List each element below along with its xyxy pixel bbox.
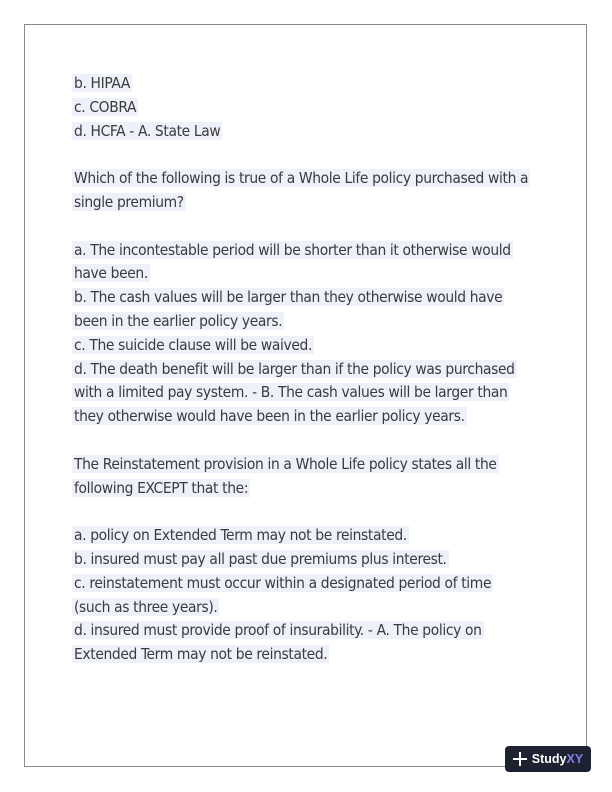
studyxy-badge[interactable] [505, 746, 591, 772]
answer-option-b: b. The cash values will be larger than they otherwise would have [74, 288, 503, 307]
text-line [72, 477, 542, 501]
question-text: Which of the following is true of a Whole Life policy purchased with a [74, 169, 529, 188]
paragraph-gap [72, 215, 542, 239]
text-line [72, 286, 542, 310]
answer-option-a: have been. [74, 264, 148, 283]
text-line [72, 120, 542, 144]
question-text: single premium? [74, 192, 184, 211]
text-line [72, 619, 542, 643]
plus-icon [513, 752, 527, 766]
answer-option-b: b. insured must pay all past due premiums plus interest. [74, 549, 447, 568]
paragraph-gap [72, 500, 542, 524]
text-line [72, 643, 542, 667]
answer-option-c: c. COBRA [74, 97, 137, 116]
text-line [72, 262, 542, 286]
text-line [72, 167, 542, 191]
question-text: following EXCEPT that the: [74, 478, 249, 497]
question-text: The Reinstatement provision in a Whole Life policy states all the [74, 454, 497, 473]
text-line [72, 358, 542, 382]
answer-text: they otherwise would have been in the earlier policy years. [74, 407, 465, 426]
answer-option-c: c. The suicide clause will be waived. [74, 335, 313, 354]
answer-option-d-with-answer: d. insured must provide proof of insurability. - A. The policy on [74, 621, 482, 640]
answer-option-c: (such as three years). [74, 597, 218, 616]
answer-option-d: d. The death benefit will be larger than if the policy was purchased [74, 359, 515, 378]
text-line [72, 405, 542, 429]
answer-option-c: c. reinstatement must occur within a designated period of time [74, 573, 492, 592]
answer-option-d-with-answer: d. HCFA - A. State Law [74, 121, 221, 140]
text-line [72, 453, 542, 477]
text-line [72, 191, 542, 215]
answer-text: Extended Term may not be reinstated. [74, 645, 328, 664]
text-line [72, 572, 542, 596]
text-line [72, 548, 542, 572]
answer-option-b: been in the earlier policy years. [74, 311, 283, 330]
text-line [72, 239, 542, 263]
document-body [72, 72, 542, 667]
paragraph-gap [72, 429, 542, 453]
answer-option-a: a. policy on Extended Term may not be reinstated. [74, 526, 407, 545]
text-line [72, 524, 542, 548]
text-line [72, 96, 542, 120]
brand-name [532, 752, 583, 766]
answer-option-b: b. HIPAA [74, 74, 131, 92]
brand-accent-text: XY [566, 752, 584, 766]
text-line [72, 596, 542, 620]
text-line [72, 381, 542, 405]
text-line [72, 334, 542, 358]
answer-option-a: a. The incontestable period will be shorter than it otherwise would [74, 240, 511, 259]
brand-main-text: Study [531, 752, 567, 766]
text-line [72, 310, 542, 334]
answer-option-d-with-answer: with a limited pay system. - B. The cash values will be larger than [74, 383, 508, 402]
paragraph-gap [72, 143, 542, 167]
text-line [72, 72, 542, 96]
